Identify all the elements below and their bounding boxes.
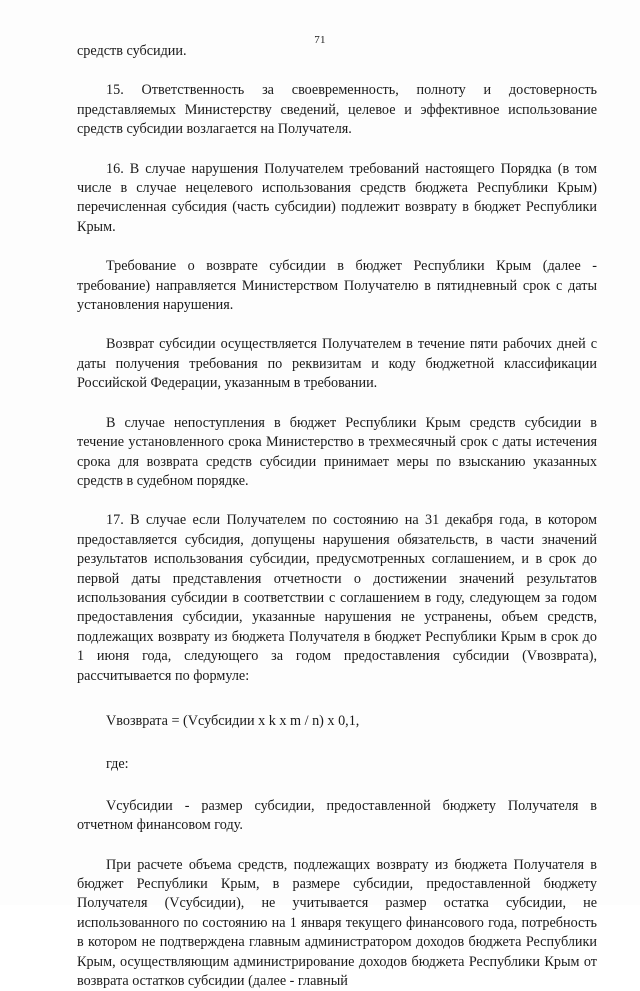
paragraph-calculation-note: При расчете объема средств, подлежащих возврату из бюджета Получателя в бюджет Республики Крым, в размере субсидии, предоставленной бюджету Получателя (Vсубсидии), не учитывается размер остатка субсидии, не использованного по состоянию на 1 января текущего финансового года, потребность в котором не подтверждена главным администратором доходов бюджета Республики Крым, осуществляющим администрирование доходов бюджета Республики Крым от возврата остатков субсидии (далее - главный [77, 856, 597, 990]
paragraph-clause-17: 17. В случае если Получателем по состоянию на 31 декабря года, в котором предоставляется субсидия, допущены нарушения обязательств, в части значений результатов использования субсидии, предусмотренных соглашением, и в срок до первой даты представления отчетности о достижении значений результатов использования субсидии в соответствии с соглашением в году, следующем за годом предоставления субсидии, указанные нарушения не устранены, объем средств, подлежащих возврату из бюджета Получателя в бюджет Республики Крым в срок до 1 июня года, следующего за годом предоставления субсидии (Vвозврата), рассчитывается по формуле: [77, 512, 597, 684]
paragraph-non-receipt: В случае непоступления в бюджет Республики Крым средств субсидии в течение установленного срока Министерство в трехмесячный срок с даты истечения срока для возврата средств субсидии принимает меры по взысканию указанных средств в судебном порядке. [77, 414, 597, 489]
paragraph-requirement: Требование о возврате субсидии в бюджет Республики Крым (далее - требование) направляется Министерством Получателю в пятидневный срок с даты установления нарушения. [77, 258, 597, 314]
formula: Vвозврата = (Vсубсидии х k х m / n) х 0,1, [106, 712, 360, 729]
paragraph-continuation: средств субсидии. [77, 43, 187, 59]
paragraph-return-procedure: Возврат субсидии осуществляется Получателем в течение пяти рабочих дней с даты получения требования по реквизитам и коду бюджетной классификации Российской Федерации, указанным в требовании. [77, 336, 597, 392]
formula-where: где: [106, 756, 129, 773]
page-number: 71 [314, 34, 326, 46]
paragraph-clause-15: 15. Ответственность за своевременность, полноту и достоверность представляемых Министерству сведений, целевое и эффективное использование средств субсидии возлагается на Получателя. [77, 82, 597, 138]
paragraph-definition-vsubsidy: Vсубсидии - размер субсидии, предоставленной бюджету Получателя в отчетном финансовом году. [77, 797, 597, 834]
paragraph-clause-16: 16. В случае нарушения Получателем требований настоящего Порядка (в том числе в случае нецелевого использования средств бюджета Республики Крым) перечисленная субсидия (часть субсидии) подлежит возврату в бюджет Республики Крым. [77, 160, 597, 235]
document-body [77, 42, 597, 991]
